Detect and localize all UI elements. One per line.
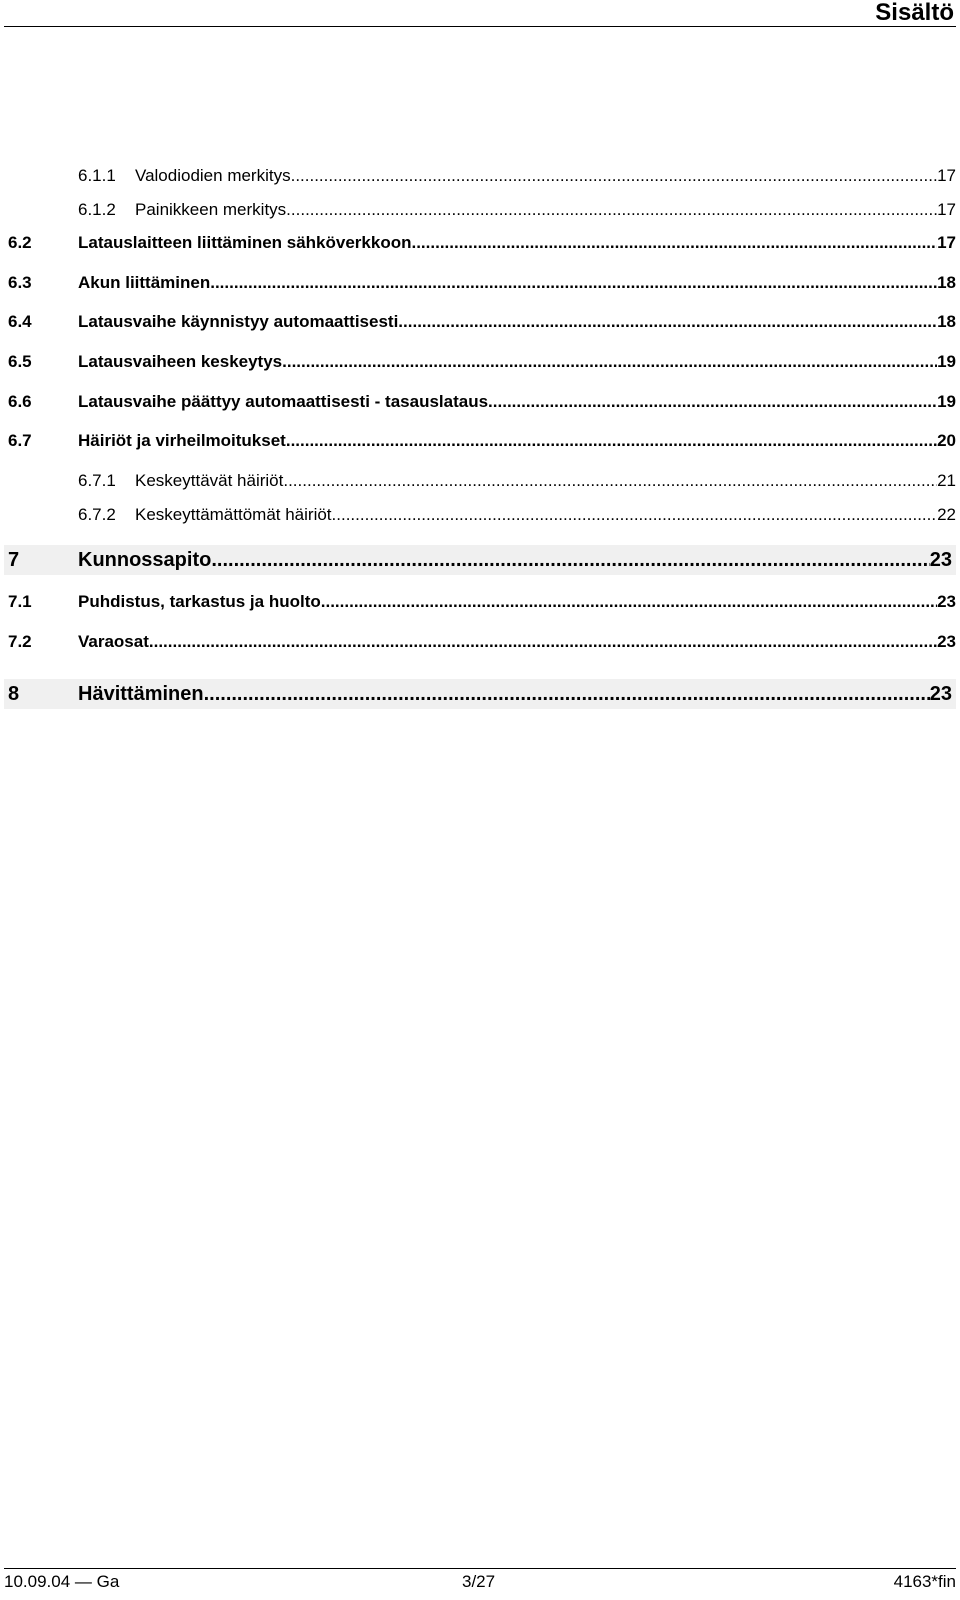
toc-line (135, 469, 956, 493)
toc-entry-6-1-2[interactable] (0, 198, 960, 222)
toc-dot-leader (286, 198, 937, 222)
toc-title: Painikkeen merkitys (135, 200, 287, 219)
toc-page-number: 19 (937, 392, 956, 411)
toc-line (78, 545, 952, 575)
toc-dot-leader (332, 503, 938, 527)
toc-dot-leader (149, 630, 937, 654)
toc-dot-leader (488, 390, 937, 414)
toc-title: Kunnossapito (78, 549, 212, 571)
toc-title: Varaosat (78, 632, 149, 651)
toc-line (78, 390, 956, 414)
toc-dot-leader (211, 545, 929, 575)
toc-number: 6.7.1 (78, 471, 116, 490)
toc-number: 7.1 (8, 592, 32, 611)
toc-page-number: 23 (929, 683, 952, 705)
toc-number: 6.2 (8, 233, 32, 252)
toc-title: Häiriöt ja virheilmoitukset (78, 431, 286, 450)
toc-page-number: 18 (937, 312, 956, 331)
toc-number: 6.1.1 (78, 166, 116, 185)
toc-number: 6.5 (8, 352, 32, 371)
toc-page-number: 23 (937, 592, 956, 611)
toc-entry-6-3[interactable] (0, 271, 960, 295)
toc-dot-leader (204, 679, 930, 709)
toc-page-number: 18 (937, 273, 956, 292)
footer-rule (4, 1568, 956, 1569)
toc-entry-7[interactable] (4, 545, 956, 575)
toc-entry-6-4[interactable] (0, 310, 960, 334)
toc-page-number: 17 (937, 233, 956, 252)
toc-page-number: 23 (929, 549, 952, 571)
page-title: Sisältö (875, 0, 954, 26)
toc-dot-leader (321, 590, 937, 614)
toc-entry-6-5[interactable] (0, 350, 960, 374)
toc-line (78, 271, 956, 295)
toc-title: Puhdistus, tarkastus ja huolto (78, 592, 321, 611)
toc-title: Hävittäminen (78, 683, 204, 705)
toc-line (135, 164, 956, 188)
toc-page-number: 17 (937, 200, 956, 219)
footer-page-number: 3/27 (462, 1572, 496, 1591)
toc-entry-6-7-2[interactable] (0, 503, 960, 527)
footer-date: 10.09.04 (4, 1572, 71, 1591)
toc-line (135, 503, 956, 527)
toc-title: Keskeyttämättömät häiriöt (135, 505, 332, 524)
toc-number: 6.7.2 (78, 505, 116, 524)
toc-dot-leader (411, 231, 937, 255)
toc-line (78, 231, 956, 255)
toc-entry-6-2[interactable] (0, 231, 960, 255)
toc-number: 8 (8, 683, 20, 705)
toc-page-number: 21 (937, 471, 956, 490)
toc-entry-8[interactable] (4, 679, 956, 709)
toc-page-number: 22 (937, 505, 956, 524)
toc-entry-6-6[interactable] (0, 390, 960, 414)
toc-line (135, 198, 956, 222)
toc-number: 6.3 (8, 273, 32, 292)
toc-entry-6-7-1[interactable] (0, 469, 960, 493)
toc-line (78, 679, 952, 709)
footer-document-id: 4163*fin (893, 1572, 956, 1591)
toc-entry-6-7[interactable] (0, 429, 960, 453)
header-rule (4, 26, 956, 27)
toc-dot-leader (286, 429, 937, 453)
toc-page-number: 17 (937, 166, 956, 185)
toc-entry-7-1[interactable] (0, 590, 960, 614)
toc-title: Latausvaiheen keskeytys (78, 352, 283, 371)
toc-dot-leader (283, 469, 937, 493)
toc-number: 6.6 (8, 392, 32, 411)
footer-author: Ga (96, 1572, 120, 1591)
toc-page-number: 20 (937, 431, 956, 450)
toc-dot-leader (210, 271, 937, 295)
toc-line (78, 310, 956, 334)
toc-title: Keskeyttävät häiriöt (135, 471, 284, 490)
toc-title: Latausvaihe päättyy automaattisesti - tasauslataus (78, 392, 489, 411)
toc-number: 6.1.2 (78, 200, 116, 219)
toc-title: Valodiodien merkitys (135, 166, 291, 185)
page-footer (0, 1570, 960, 1598)
footer-date-author: 10.09.04 — Ga (4, 1572, 120, 1591)
toc-line (78, 630, 956, 654)
toc-number: 7 (8, 549, 20, 571)
toc-line (78, 429, 956, 453)
toc-entry-6-1-1[interactable] (0, 164, 960, 188)
toc-dot-leader (398, 310, 937, 334)
toc-title: Latausvaihe käynnistyy automaattisesti (78, 312, 399, 331)
toc-dot-leader (282, 350, 937, 374)
toc-line (78, 590, 956, 614)
toc-number: 6.7 (8, 431, 32, 450)
toc-entry-7-2[interactable] (0, 630, 960, 654)
toc-title: Latauslaitteen liittäminen sähköverkkoon (78, 233, 412, 252)
toc-number: 7.2 (8, 632, 32, 651)
toc-page-number: 19 (937, 352, 956, 371)
toc-dot-leader (291, 164, 937, 188)
toc-number: 6.4 (8, 312, 32, 331)
toc-line (78, 350, 956, 374)
toc-page-number: 23 (937, 632, 956, 651)
toc-title: Akun liittäminen (78, 273, 211, 292)
